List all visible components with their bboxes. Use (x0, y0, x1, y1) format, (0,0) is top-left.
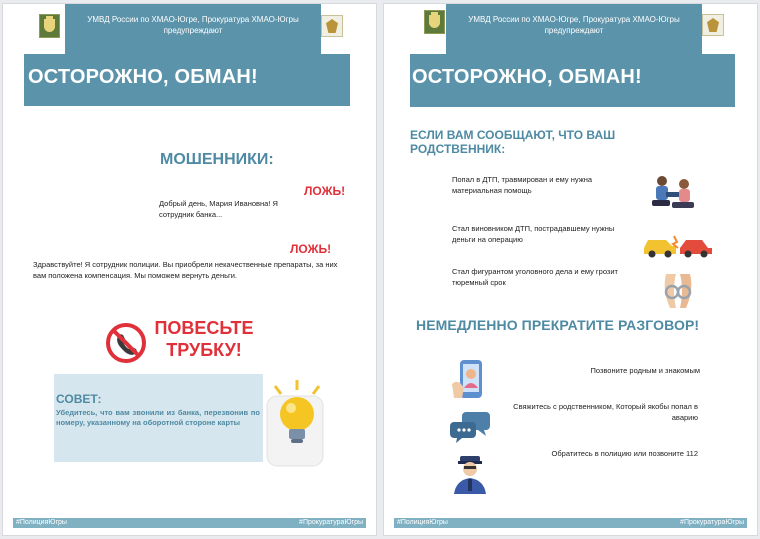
scenario-criminal-case: Стал фигурантом уголовного дела и ему грозит тюремный срок (452, 267, 618, 287)
footer-hashtag-police: #ПолицияЮгры (397, 519, 448, 526)
prosecutor-emblem-icon (702, 14, 724, 36)
relative-heading: ЕСЛИ ВАМ СООБЩАЮТ, ЧТО ВАШ РОДСТВЕННИК: (410, 128, 616, 156)
scammers-heading: МОШЕННИКИ: (160, 151, 274, 168)
injured-person-icon (642, 172, 702, 214)
scenario-accident: Попал в ДТП, травмирован и ему нужна материальная помощь (452, 175, 593, 195)
footer-band (394, 518, 747, 528)
header-band (446, 4, 702, 54)
bank-quote: Добрый день, Мария Ивановна! Я сотрудник банка... (159, 199, 278, 219)
no-phone-icon (105, 322, 147, 364)
prosecutor-emblem-icon (321, 15, 343, 37)
footer-band (13, 518, 366, 528)
lie-label-2: ЛОЖЬ! (290, 242, 332, 256)
police-officer-icon (450, 454, 490, 496)
title: ОСТОРОЖНО, ОБМАН! (28, 66, 258, 88)
hangup-line-2: ТРУБКУ! (166, 340, 242, 360)
stop-heading: НЕМЕДЛЕННО ПРЕКРАТИТЕ РАЗГОВОР! (416, 317, 700, 333)
action-call-relatives: Позвоните родным и знакомым (590, 366, 700, 375)
title: ОСТОРОЖНО, ОБМАН! (412, 66, 642, 88)
lightbulb-icon (261, 376, 333, 472)
flyer-page-left (2, 3, 377, 536)
header-text: УМВД России по ХМАО-Югре, Прокуратура ХМАО-Югры предупреждают (87, 15, 299, 35)
footer-hashtag-police: #ПолицияЮгры (16, 519, 67, 526)
hangup-text (150, 317, 258, 361)
phone-call-icon (450, 358, 492, 400)
handcuffs-icon (660, 270, 696, 312)
title-band (24, 54, 350, 106)
car-crash-icon (640, 226, 716, 258)
action-call-police: Обратитесь в полицию или позвоните 112 (551, 449, 698, 458)
footer-hashtag-prosecutor: #ПрокуратураЮгры (680, 519, 744, 526)
footer-hashtag-prosecutor: #ПрокуратураЮгры (299, 519, 363, 526)
ugra-emblem-icon (424, 10, 445, 34)
action-contact-relative: Свяжитесь с родственником, Который якобы попал в аварию (513, 402, 698, 422)
advice-heading: СОВЕТ: (56, 392, 102, 406)
header-text: УМВД России по ХМАО-Югре, Прокуратура ХМАО-Югры предупреждают (468, 15, 680, 35)
title-band (410, 54, 735, 107)
header-band (65, 4, 321, 54)
scenario-culprit: Стал виновником ДТП, пострадавшему нужны деньги на операцию (452, 224, 615, 244)
advice-text: Убедитесь, что вам звонили из банка, перезвонив по номеру, указанному на оборотной стороне карты (56, 408, 260, 427)
flyer-page-right (383, 3, 758, 536)
chat-bubbles-icon (450, 408, 492, 444)
advice-box (54, 374, 263, 462)
lie-label-1: ЛОЖЬ! (304, 184, 346, 198)
police-quote: Здравствуйте! Я сотрудник полиции. Вы приобрели некачественные препараты, за них вам положена компенсация. Мы поможем вернуть деньги. (33, 260, 338, 280)
hangup-line-1: ПОВЕСЬТЕ (154, 318, 254, 338)
ugra-emblem-icon (39, 14, 60, 38)
